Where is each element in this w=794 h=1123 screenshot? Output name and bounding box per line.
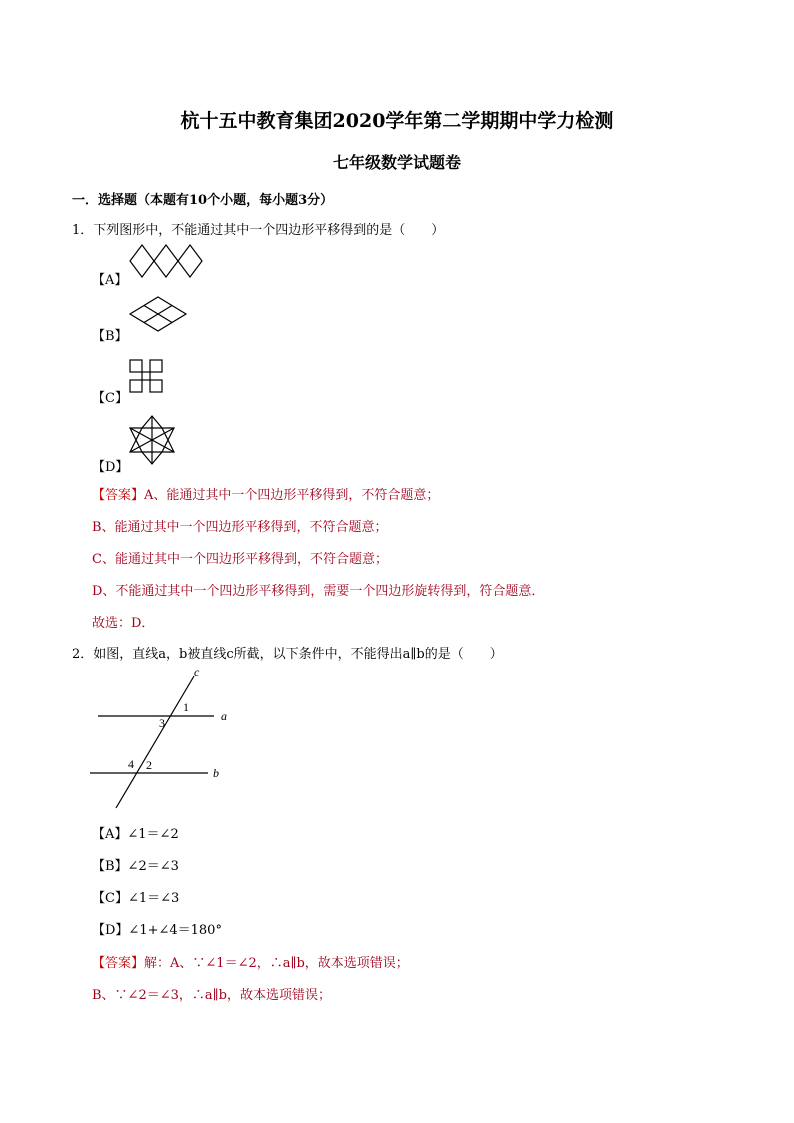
label-angle-1: 1 (183, 700, 189, 714)
q1-answer-line-3: C、能通过其中一个四边形平移得到，不符合题意； (92, 552, 388, 567)
q2-option-c: 【C】∠1＝∠3 (92, 891, 180, 906)
q1-answer-line-5: 故选：D． (92, 616, 155, 631)
label-angle-4: 4 (128, 757, 134, 771)
q2-answer-line-1 (92, 952, 409, 971)
question-2-stem: 2．如图，直线a，b被直线c所截，以下条件中，不能得出a∥b的是（ ） (72, 647, 503, 662)
q1-option-c-figure (128, 358, 168, 398)
label-c: c (194, 665, 200, 679)
q1-option-a-figure (130, 244, 210, 278)
q1-option-b-label: 【B】 (92, 329, 128, 344)
q1-answer-tag: 【答案】 (92, 488, 145, 503)
q1-answer-line-2: B、能通过其中一个四边形平移得到，不符合题意； (92, 520, 388, 535)
label-b: b (213, 766, 219, 780)
q2-figure (88, 664, 248, 814)
q2-option-d: 【D】∠1+∠4＝180° (92, 923, 222, 938)
q2-answer-text-1: 解：A、∵∠1＝∠2，∴a∥b，故本选项错误； (144, 956, 409, 971)
q1-option-d-label: 【D】 (92, 460, 129, 475)
q1-option-d-figure (128, 414, 176, 466)
q1-option-c-label: 【C】 (92, 391, 128, 406)
q2-answer-line-2: B、∵∠2＝∠3，∴a∥b，故本选项错误； (92, 988, 331, 1003)
q1-answer-line-4: D、不能通过其中一个四边形平移得到，需要一个四边形旋转得到，符合题意． (92, 584, 545, 599)
q2-option-b: 【B】∠2＝∠3 (92, 859, 179, 874)
section-heading: 一．选择题（本题有10个小题，每小题3分） (72, 193, 334, 208)
page-subtitle: 七年级数学试题卷 (332, 153, 461, 172)
page-title: 杭十五中教育集团2020学年第二学期期中学力检测 (180, 110, 614, 132)
q1-answer-text-1: A、能通过其中一个四边形平移得到，不符合题意； (144, 488, 440, 503)
label-a: a (221, 709, 227, 723)
q2-answer-tag: 【答案】 (92, 956, 145, 971)
q2-option-a: 【A】∠1＝∠2 (92, 827, 179, 842)
label-angle-3: 3 (159, 716, 165, 730)
label-angle-2: 2 (146, 758, 152, 772)
question-1-stem: 1．下列图形中，不能通过其中一个四边形平移得到的是（ ） (72, 223, 445, 238)
q1-answer-line-1 (92, 484, 439, 503)
q1-option-b-figure (130, 296, 188, 332)
q1-option-a-label: 【A】 (92, 273, 128, 288)
